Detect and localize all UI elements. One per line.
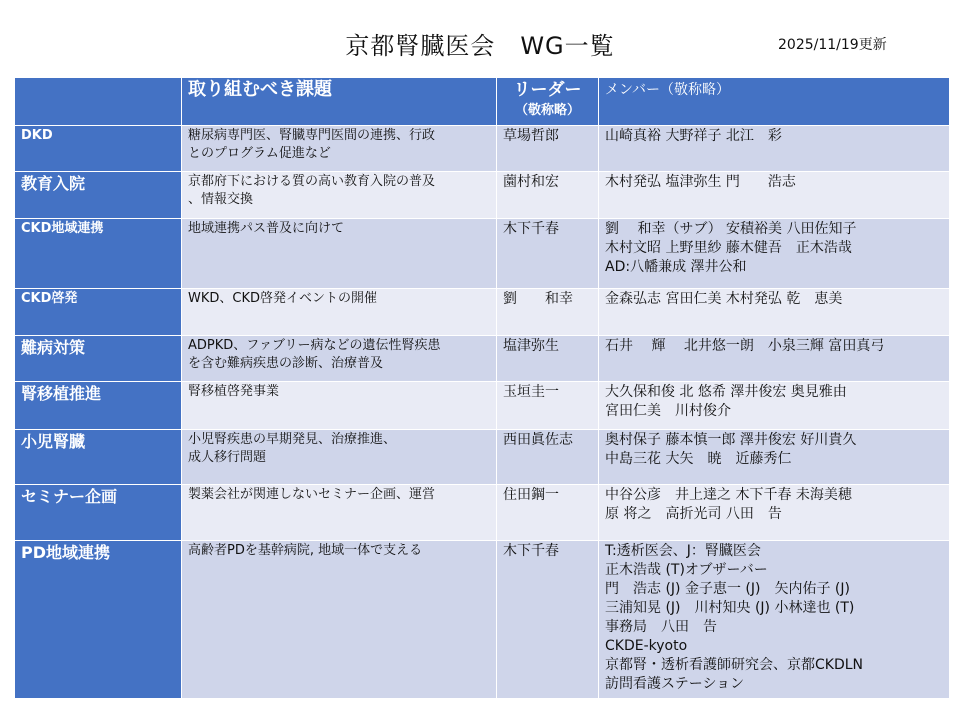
table-row xyxy=(15,289,950,336)
wg-issue xyxy=(182,289,497,336)
wg-leader: 薗村和宏 xyxy=(497,172,599,219)
wg-members xyxy=(599,126,950,172)
wg-issue xyxy=(182,430,497,485)
table-row xyxy=(15,485,950,541)
table-row xyxy=(15,172,950,219)
member-line: 大久保和俊 北 悠希 澤井俊宏 奥見雅由 xyxy=(605,384,847,400)
wg-issue xyxy=(182,382,497,430)
member-line: 原 将之 高折光司 八田 告 xyxy=(605,506,782,522)
member-line: AD:八幡兼成 澤井公和 xyxy=(605,259,747,275)
wg-name: PD地域連携 xyxy=(15,541,182,699)
member-line: T:透析医会、J：腎臓医会 xyxy=(605,543,761,559)
table-row xyxy=(15,219,950,289)
table-row xyxy=(15,541,950,699)
issue-line: 糖尿病専門医、腎臓専門医間の連携、行政 xyxy=(188,128,436,143)
wg-issue xyxy=(182,541,497,699)
table-row xyxy=(15,126,950,172)
wg-leader: 木下千春 xyxy=(497,219,599,289)
member-line: 山崎真裕 大野祥子 北江 彩 xyxy=(605,128,782,144)
member-line: 宮田仁美 川村俊介 xyxy=(605,403,731,419)
wg-issue xyxy=(182,172,497,219)
issue-line: 地域連携パス普及に向けて xyxy=(188,221,345,236)
wg-members xyxy=(599,336,950,382)
header-leader-label: リーダー xyxy=(513,80,582,100)
table-header-row xyxy=(15,78,950,126)
issue-line: とのプログラム促進など xyxy=(188,146,331,161)
wg-name: CKD地域連携 xyxy=(15,219,182,289)
wg-leader: 木下千春 xyxy=(497,541,599,699)
wg-name: 教育入院 xyxy=(15,172,182,219)
wg-leader: 塩津弥生 xyxy=(497,336,599,382)
table-row xyxy=(15,336,950,382)
wg-members xyxy=(599,172,950,219)
wg-leader: 玉垣圭一 xyxy=(497,382,599,430)
wg-leader: 劉 和幸 xyxy=(497,289,599,336)
header-name xyxy=(15,78,182,126)
member-line: 事務局 八田 告 xyxy=(605,619,717,635)
issue-line: 腎移植啓発事業 xyxy=(188,384,280,399)
member-line: 中谷公彦 井上達之 木下千春 未海美穂 xyxy=(605,487,852,503)
member-line: 訪問看護ステーション xyxy=(605,676,745,692)
wg-members xyxy=(599,541,950,699)
wg-name: CKD啓発 xyxy=(15,289,182,336)
member-line: 木村文昭 上野里紗 藤木健吾 正木浩哉 xyxy=(605,240,852,256)
wg-leader: 草場哲郎 xyxy=(497,126,599,172)
member-line: 石井 輝 北井悠一朗 小泉三輝 富田真弓 xyxy=(605,338,885,354)
issue-line: 小児腎疾患の早期発見、治療推進、 xyxy=(188,432,397,447)
wg-issue xyxy=(182,126,497,172)
wg-table xyxy=(14,77,950,699)
issue-line: 、情報交換 xyxy=(188,192,254,207)
table-body xyxy=(15,126,950,699)
member-line: 京都腎・透析看護師研究会、京都CKDLN xyxy=(605,657,864,673)
member-line: 正木浩哉 (T)オブザーバー xyxy=(605,562,768,578)
header-leader-sub: （敬称略） xyxy=(514,103,580,118)
wg-name: 腎移植推進 xyxy=(15,382,182,430)
issue-line: 京都府下における質の高い教育入院の普及 xyxy=(188,174,436,189)
wg-name: 難病対策 xyxy=(15,336,182,382)
header-member: メンバー（敬称略） xyxy=(599,78,950,126)
issue-line: 成人移行問題 xyxy=(188,450,267,465)
wg-members xyxy=(599,430,950,485)
issue-line: を含む難病疾患の診断、治療普及 xyxy=(188,356,384,371)
member-line: 木村発弘 塩津弥生 門 浩志 xyxy=(605,174,796,190)
member-line: 金森弘志 宮田仁美 木村発弘 乾 恵美 xyxy=(605,291,843,307)
wg-name: セミナー企画 xyxy=(15,485,182,541)
wg-name: 小児腎臓 xyxy=(15,430,182,485)
wg-members xyxy=(599,382,950,430)
wg-leader: 西田眞佐志 xyxy=(497,430,599,485)
wg-issue xyxy=(182,485,497,541)
member-line: 中島三花 大矢 暁 近藤秀仁 xyxy=(605,451,792,467)
table-row xyxy=(15,430,950,485)
wg-leader: 住田鋼一 xyxy=(497,485,599,541)
issue-line: 高齢者PDを基幹病院, 地域一体で支える xyxy=(188,543,423,558)
member-line: 劉 和幸（サブ） 安積裕美 八田佐知子 xyxy=(605,221,857,237)
member-line: 奥村保子 藤本慎一郎 澤井俊宏 好川貴久 xyxy=(605,432,857,448)
issue-line: WKD、CKD啓発イベントの開催 xyxy=(188,291,378,306)
wg-members xyxy=(599,219,950,289)
updated-date: 2025/11/19更新 xyxy=(778,37,887,53)
member-line: 門 浩志 (J) 金子恵一 (J) 矢内佑子 (J) xyxy=(605,581,850,597)
wg-issue xyxy=(182,336,497,382)
member-line: 三浦知晃 (J) 川村知央 (J) 小林達也 (T) xyxy=(605,600,855,616)
header-leader xyxy=(497,78,599,126)
issue-line: ADPKD、ファブリー病などの遺伝性腎疾患 xyxy=(188,338,441,353)
wg-members xyxy=(599,485,950,541)
issue-line: 製薬会社が関連しないセミナー企画、運営 xyxy=(188,487,436,502)
table-row xyxy=(15,382,950,430)
wg-issue xyxy=(182,219,497,289)
header-issue: 取り組むべき課題 xyxy=(182,78,497,126)
page-title: 京都腎臓医会 WG一覧 xyxy=(345,32,615,60)
member-line: CKDE-kyoto xyxy=(605,638,688,654)
wg-name: DKD xyxy=(15,126,182,172)
wg-members xyxy=(599,289,950,336)
